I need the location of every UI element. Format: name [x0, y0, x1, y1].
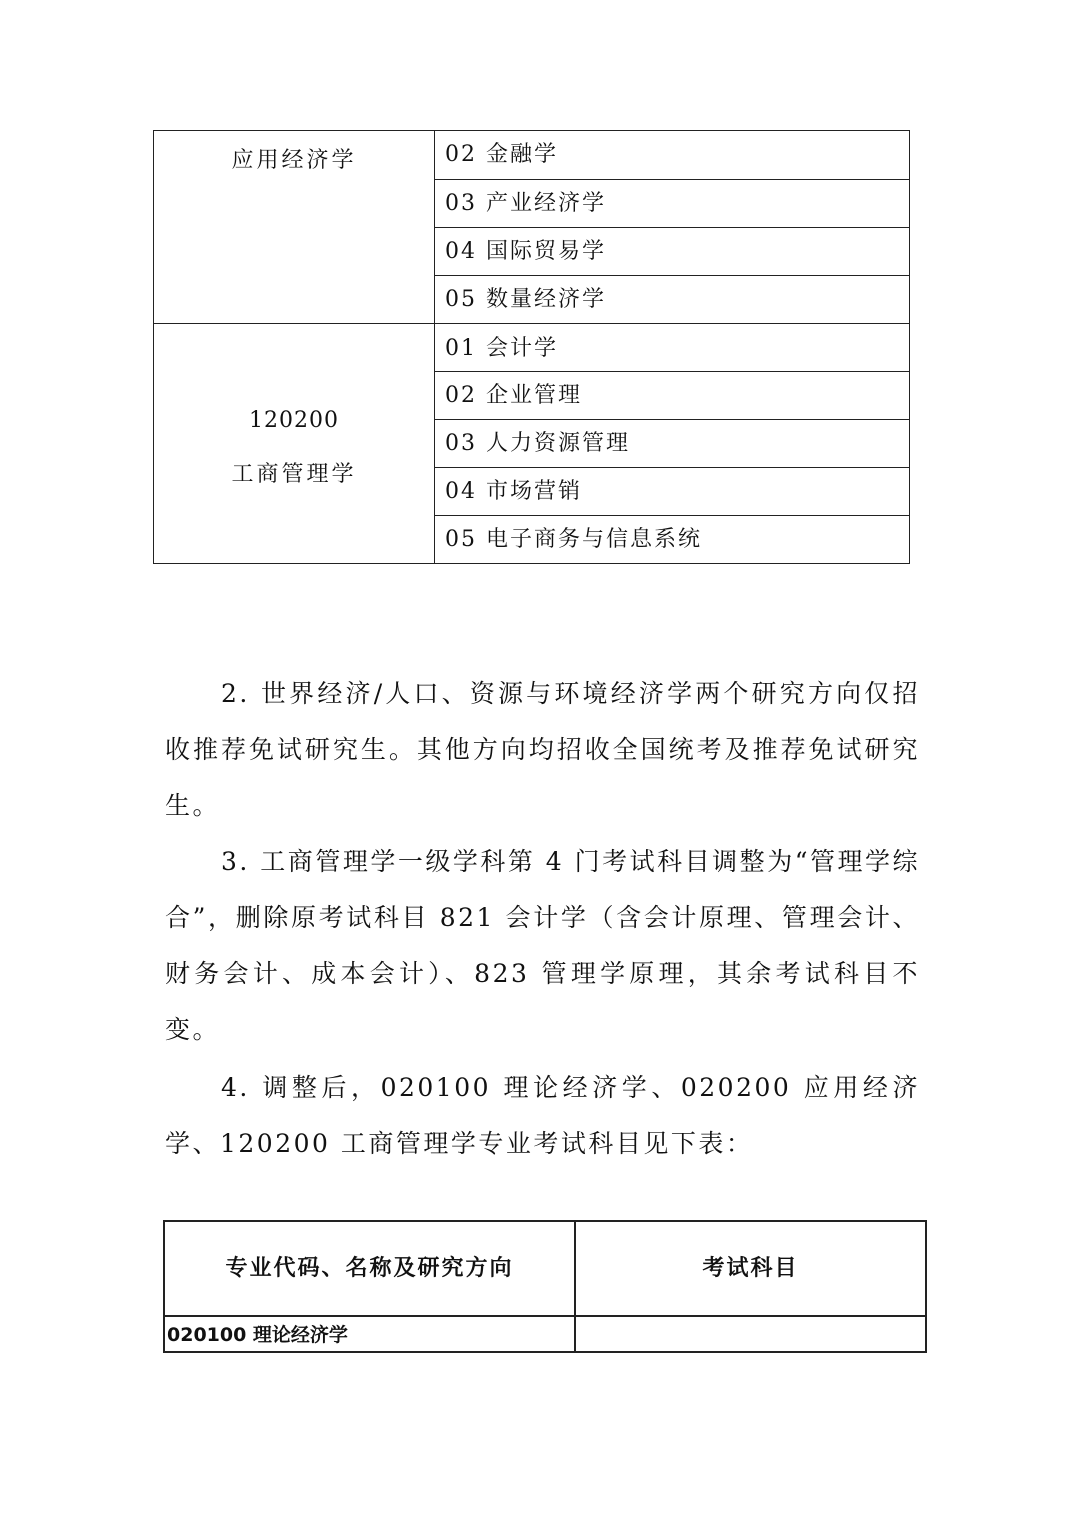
direction-row: 02 企业管理 [435, 371, 909, 419]
majors-directions-table [153, 130, 910, 564]
direction-row: 01 会计学 [445, 336, 558, 361]
header-exam-subjects: 考试科目 [702, 1256, 799, 1281]
table-cell-major: 020100 理论经济学 [167, 1324, 348, 1346]
paragraph-2: 2. 世界经济/人口、资源与环境经济学两个研究方向仅招收推荐免试研究生。其他方向均招收全国统考及推荐免试研究生。 [165, 679, 920, 820]
direction-row: 02 金融学 [445, 142, 558, 167]
direction-row: 05 数量经济学 [435, 275, 909, 323]
paragraph-4: 4. 调整后，020100 理论经济学、020200 应用经济学、120200 工商管理学专业考试科目见下表： [165, 1073, 920, 1158]
paragraph-3: 3. 工商管理学一级学科第 4 门考试科目调整为“管理学综合”，删除原考试科目 821 会计学（含会计原理、管理会计、财务会计、成本会计）、823 管理学原理，其余考试科目不变。 [165, 847, 920, 1044]
direction-row: 03 人力资源管理 [435, 419, 909, 467]
major-name-business-admin: 工商管理学 [231, 462, 357, 487]
major-code-business-admin: 120200 [249, 408, 339, 433]
header-major-code-name-direction: 专业代码、名称及研究方向 [225, 1256, 514, 1281]
major-name-applied-economics: 应用经济学 [231, 148, 357, 173]
table-cell-subjects [578, 1317, 925, 1353]
direction-row: 05 电子商务与信息系统 [435, 515, 909, 563]
direction-row: 04 国际贸易学 [435, 227, 909, 275]
exam-subjects-table [163, 1220, 927, 1353]
direction-row: 04 市场营销 [435, 467, 909, 515]
direction-row: 03 产业经济学 [435, 179, 909, 227]
